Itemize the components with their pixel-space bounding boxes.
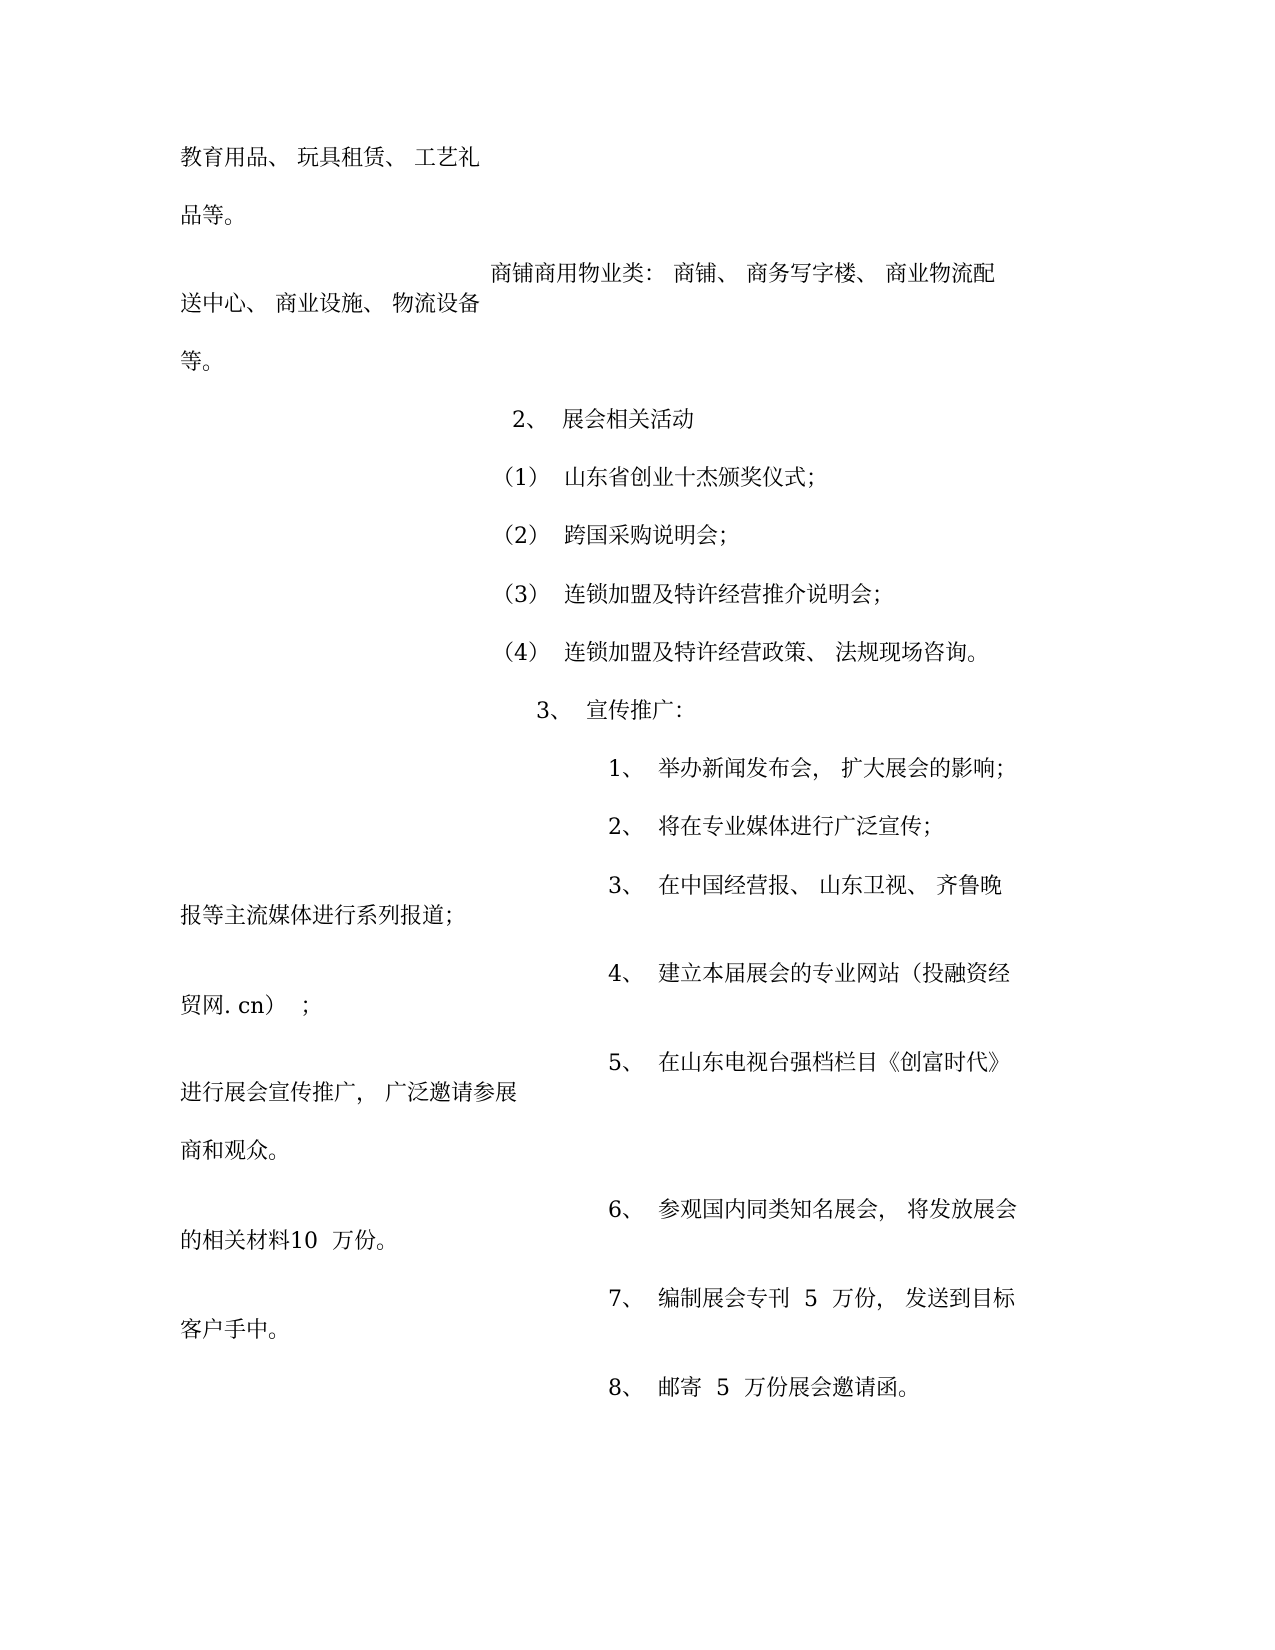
promo-item-3: 3、 在中国经营报、 山东卫视、 齐鲁晚 — [608, 874, 1002, 899]
text-line-1: 教育用品、 玩具租赁、 工艺礼 — [180, 146, 480, 171]
activity-item-4: （4） 连锁加盟及特许经营政策、 法规现场咨询。 — [492, 641, 989, 666]
text-line-2: 品等。 — [180, 204, 247, 229]
activity-item-3: （3） 连锁加盟及特许经营推介说明会； — [492, 583, 894, 608]
promo-item-6: 6、 参观国内同类知名展会， 将发放展会 — [608, 1198, 1017, 1223]
activity-item-2: （2） 跨国采购说明会； — [492, 524, 740, 549]
text-line-5: 等。 — [180, 350, 225, 375]
promo-item-4-cont: 贸网. cn） ； — [180, 994, 323, 1019]
text-line-3: 商铺商用物业类： 商铺、 商务写字楼、 商业物流配 — [490, 262, 995, 287]
promo-item-5: 5、 在山东电视台强档栏目《创富时代》 — [608, 1051, 1010, 1076]
promo-item-3-cont: 报等主流媒体进行系列报道； — [180, 904, 467, 929]
promo-item-1: 1、 举办新闻发布会， 扩大展会的影响； — [608, 757, 1017, 782]
section-heading-promotion: 3、 宣传推广： — [536, 699, 696, 724]
promo-item-5-cont-2: 商和观众。 — [180, 1139, 291, 1164]
promo-item-7: 7、 编制展会专刊 5 万份， 发送到目标 — [608, 1287, 1015, 1312]
promo-item-6-cont: 的相关材料10 万份。 — [180, 1229, 398, 1254]
promo-item-7-cont: 客户手中。 — [180, 1318, 291, 1343]
activity-item-1: （1） 山东省创业十杰颁奖仪式； — [492, 466, 828, 491]
text-line-4: 送中心、 商业设施、 物流设备 — [180, 292, 480, 317]
promo-item-2: 2、 将在专业媒体进行广泛宣传； — [608, 815, 944, 840]
promo-item-5-cont-1: 进行展会宣传推广， 广泛邀请参展 — [180, 1081, 517, 1106]
section-heading-activities: 2、 展会相关活动 — [512, 408, 694, 433]
promo-item-8: 8、 邮寄 5 万份展会邀请函。 — [608, 1376, 920, 1401]
promo-item-4: 4、 建立本届展会的专业网站（投融资经 — [608, 962, 1010, 987]
